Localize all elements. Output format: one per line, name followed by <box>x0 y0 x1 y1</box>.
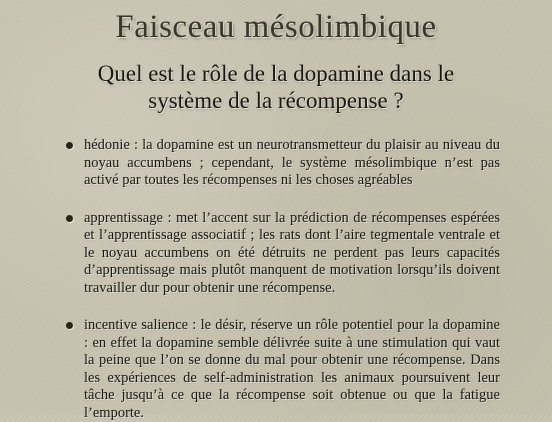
bullet-item-apprentissage <box>62 210 500 298</box>
slide-subtitle: Quel est le rôle de la dopamine dans le système de la récompense ? <box>97 61 455 113</box>
bullet-dot-icon <box>66 322 73 329</box>
bullet-item-incentive-salience <box>62 317 500 422</box>
slide-title: Faisceau mésolimbique <box>115 9 437 45</box>
bullet-text: apprentissage : met l’accent sur la prédiction de récompenses espérées et l’apprentissage associatif ; les rats dont l’aire tegmentale ventrale et le noyau accumbens on été détruits ne perdent pas leurs capacités d’apprentissage mais plutôt manquent de motivation lorsqu’ils doivent travailler dur pour obtenir une récompense. <box>84 209 500 296</box>
bullet-list <box>62 137 500 422</box>
bullet-text: hédonie : la dopamine est un neurotransmetteur du plaisir au niveau du noyau accumbens ; cependant, le système mésolimbique n’est pas activé par toutes les récompenses ni les choses agréables <box>84 137 500 188</box>
bullet-dot-icon <box>66 215 73 222</box>
bullet-text: incentive salience : le désir, réserve un rôle potentiel pour la dopamine : en effet la dopamine semble délivrée suite à une stimulation qui vaut la peine que l’on se donne du mal pour obtenir une récompense. Dans les expériences de self-administration les animaux poursuivent leur tâche jusqu’à ce que la récompense soit obtenue ou que la fatigue l’emporte. <box>84 317 500 421</box>
bullet-item-hedonie <box>62 137 500 190</box>
bullet-dot-icon <box>66 142 73 149</box>
